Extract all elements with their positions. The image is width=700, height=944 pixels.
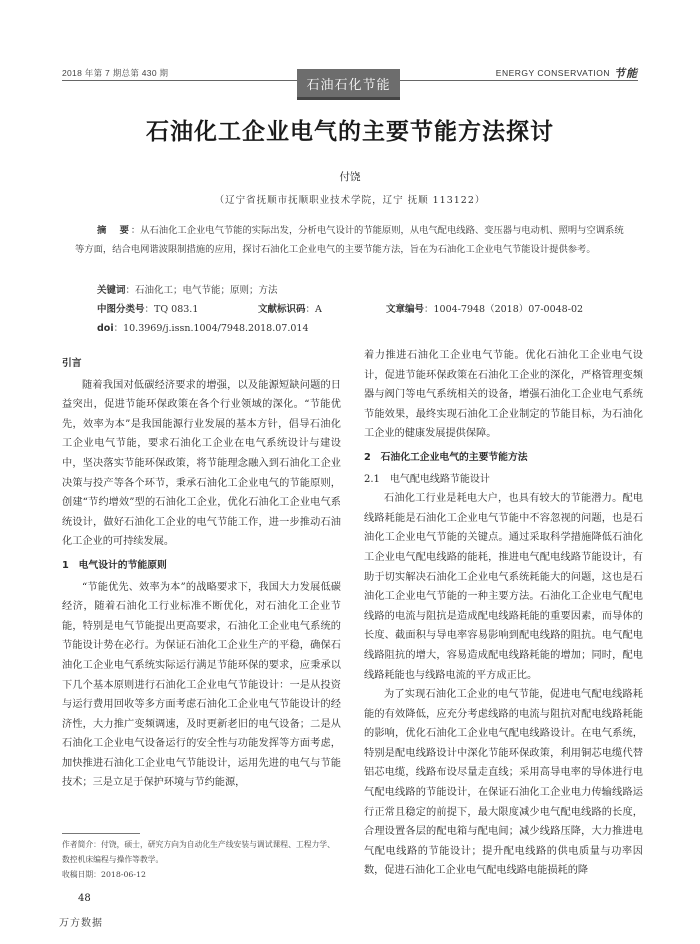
clc-label: 中图分类号	[97, 304, 145, 315]
section-2-1-paragraph-2: 为了实现石油化工企业的电气节能，促进电气配电线路耗能的有效降低，应充分考虑线路的电流与阻抗对配电线路耗能的影响，优化石油化工企业电气配电线路设计。在电气系统，特别是配电线路设计中深化节能环保政策，利用铜芯电缆代替铝芯电缆，线路布设尽量走直线；采用高导电率的导体进行电气配电线路的节能设计，在保证石油化工企业电力传输线路运行正常且稳定的前提下，最大限度减少电气配电线路的长度，合理设置各层的配电箱与配电间；减少线路压降，大力推进电气配电线路的节能设计；提升配电线路的供电质量与功率因数，促进石油化工企业电气配电线路电能损耗的降	[364, 689, 643, 877]
abstract-text: ：从石油化工企业电气节能的实际出发，分析电气设计的节能原则，从电气配电线路、变压器与电动机、照明与空调系统等方面，结合电网谐波限制措施的应用，探讨石油化工企业电气的主要节能方法，旨在为石油化工企业电气节能设计提供参考。	[75, 225, 624, 255]
clc-number	[97, 301, 198, 315]
left-column	[62, 350, 341, 793]
author-bio: 作者简介：付饶，硕士，研究方向为自动化生产线安装与调试课程、工程力学、数控机床编程与操作等教学。	[62, 840, 335, 864]
journal-name	[496, 65, 638, 81]
document-code-label: 文献标识码	[258, 304, 306, 315]
article-title: 石油化工企业电气的主要节能方法探讨	[146, 119, 554, 145]
received-date: 收稿日期：2018-06-12	[62, 870, 146, 879]
affiliation: （辽宁省抚顺市抚顺职业技术学院，辽宁 抚顺 113122）	[214, 195, 486, 206]
article-number-value: ：1004-7948（2018）07-0048-02	[424, 304, 584, 315]
keywords-text: ：石油化工；电气节能；原则；方法	[125, 285, 278, 296]
section-2-1-heading: 2.1 电气配电线路节能设计	[364, 473, 490, 485]
journal-name-en: ENERGY CONSERVATION	[495, 68, 610, 78]
doi-label: doi	[97, 323, 114, 334]
section-1-paragraph: “节能优先、效率为本”的战略要求下，我国大力发展低碳经济，随着石油化工行业标准不断优化，对石油化工企业节能，特别是电气节能提出更高要求，石油化工企业电气系统的节能设计势在必行。为保证石油化工企业生产的平稳，确保石油化工企业电气系统实际运行满足节能环保的要求，应秉承以下几个基本原则进行石油化工企业电气节能设计：一是从投资与运行费用回收等多方面考虑石油化工企业电气节能设计的经济性，大力推广变频调速，及时更新老旧的电气设备；二是从石油化工企业电气设备运行的安全性与功能发挥等方面考虑，加快推进石油化工企业电气节能设计，运用先进的电气与节能技术；三是立足于保护环境与节约能源，	[62, 581, 341, 789]
clc-value: ：TQ 083.1	[144, 304, 199, 315]
issue-info: 2018 年第 7 期总第 430 期	[62, 68, 169, 78]
abstract	[75, 221, 631, 259]
keywords-label: 关键词	[97, 285, 126, 296]
journal-name-cn: 节能	[614, 67, 638, 80]
section-2-heading: 2 石油化工企业电气的主要节能方法	[364, 451, 528, 463]
section-1-continued: 着力推进石油化工企业电气节能。优化石油化工企业电气设计，促进节能环保政策在石油化工企业的深化，严格管理变频器与阀门等电气系统相关的设备，增强石油化工企业电气系统节能效果，最终实现石油化工企业制定的节能目标，为石油化工企业的健康发展提供保障。	[364, 350, 643, 440]
section-1-heading: 1 电气设计的节能原则	[62, 559, 167, 571]
keywords	[97, 282, 278, 296]
doi-value: ：10.3969/j.issn.1004/7948.2018.07.014	[113, 323, 309, 334]
article-number-label: 文章编号	[386, 304, 425, 315]
footnote	[62, 837, 342, 882]
intro-paragraph: 随着我国对低碳经济要求的增强，以及能源短缺问题的日益突出，促进节能环保政策在各个行业领域的深化。“节能优先，效率为本”是我国能源行业发展的基本方针，倡导石油化工企业电气节能，要求石油化工企业在电气系统设计与建设中，坚决落实节能环保政策，将节能理念融入到石油化工企业决策与投产等各个环节，秉承石油化工企业电气的节能原则，创建“节约增效”型的石油化工企业，优化石油化工企业电气系统设计，做好石油化工企业的电气节能工作，进一步推动石油化工企业的可持续发展。	[62, 379, 341, 548]
page-number: 48	[78, 893, 91, 904]
doi	[97, 320, 308, 334]
author: 付饶	[339, 171, 361, 183]
section-2-1-paragraph-1: 石油化工行业是耗电大户，也具有较大的节能潜力。配电线路耗能是石油化工企业电气节能中不容忽视的问题，也是石油化工企业电气节能的关键点。通过采取科学措施降低石油化工企业电气配电线路的能耗，推进电气配电线路节能设计，有助于切实解决石油化工企业电气系统耗能大的问题，这也是石油化工企业电气节能的一种主要方法。石油化工企业电气配电线路的电流与阻抗是造成配电线路耗能的重要因素，而导体的长度、截面积与导电率容易影响到配电线路的阻抗。电气配电线路阻抗的增大，容易造成配电线路耗能的增加；同时，配电线路耗能也与线路电流的平方成正比。	[364, 493, 643, 681]
watermark-text: 万方数据	[59, 918, 103, 929]
document-code	[258, 301, 322, 315]
document-code-value: ：A	[305, 304, 322, 315]
column-badge: 石油石化节能	[297, 69, 400, 100]
intro-heading: 引言	[62, 358, 82, 369]
footnote-rule	[62, 833, 140, 834]
right-column	[364, 346, 643, 881]
article-number	[386, 301, 583, 315]
abstract-label: 摘 要	[97, 225, 131, 236]
